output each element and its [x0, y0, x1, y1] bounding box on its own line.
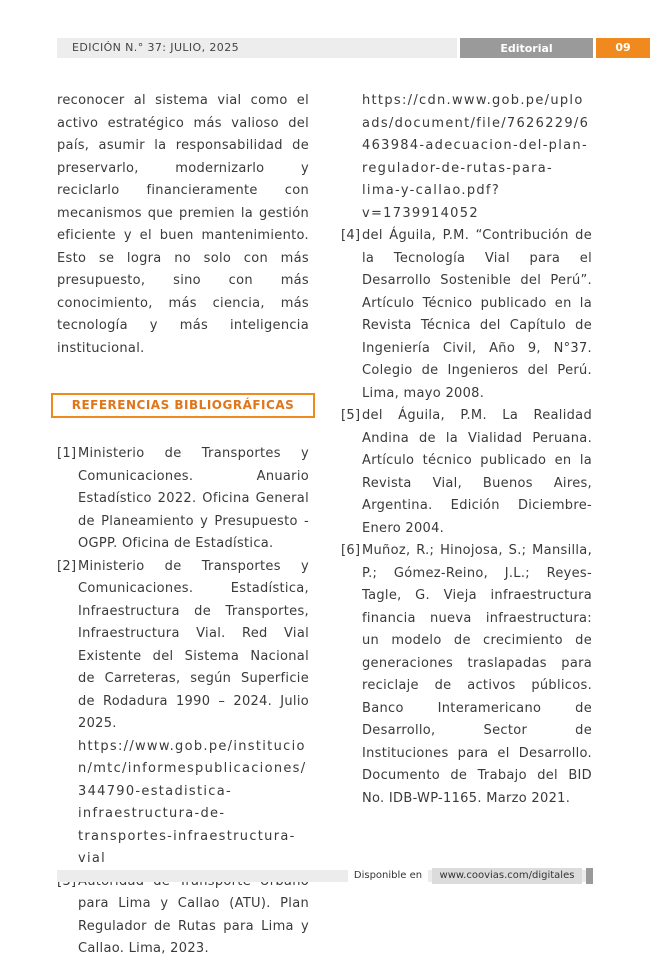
left-column: [57, 90, 309, 961]
footer-available-label: Disponible en: [348, 868, 428, 884]
reference-item: [57, 871, 309, 961]
reference-text: Ministerio de Transportes y Comunicaciones. Estadística, Infraestructura de Transportes, Infraestructura Vial. Red Vial Existente del Sistema Nacional de Carreteras, según Superficie de Rodadura 1990 – 2024. Julio 2025.: [78, 558, 309, 731]
reference-number: [5]: [341, 408, 361, 423]
reference-text: del Águila, P.M. “Contribución de la Tecnología Vial para el Desarrollo Sostenible del Perú”. Artículo Técnico publicado en la Revista Técnica del Capítulo de Ingeniería Civil, Año 9, N°37. Colegio de Ingenieros del Perú. Lima, mayo 2008.: [362, 228, 592, 401]
reference-link[interactable]: https://cdn.www.gob.pe/uploads/document/file/7626229/6463984-adecuacion-del-plan-regulador-de-rutas-para-lima-y-callao.pdf?v=1739914052: [362, 93, 590, 221]
section-tab: Editorial: [460, 38, 593, 58]
footer-site-link[interactable]: www.coovias.com/digitales: [432, 868, 582, 884]
reference-text: Muñoz, R.; Hinojosa, S.; Mansilla, P.; Gómez-Reino, J.L.; Reyes-Tagle, G. Vieja infraestructura financia nueva infraestructura: un modelo de crecimiento de generaciones traslapadas para reciclaje de activos públicos. Banco Interamericano de Desarrollo, Sector de Instituciones para el Desarrollo. Documento de Trabajo del BID No. IDB-WP-1165. Marzo 2021.: [362, 543, 592, 806]
reference-link[interactable]: https://www.gob.pe/institucion/mtc/informespublicaciones/344790-estadistica-infraestructura-de-transportes-infraestructura-vial: [78, 738, 307, 866]
reference-number: [1]: [57, 446, 77, 461]
reference-item: [57, 556, 309, 871]
reference-item: [57, 443, 309, 556]
reference-number: [4]: [341, 228, 361, 243]
reference-item: [341, 540, 592, 810]
reference-item: [341, 405, 592, 540]
reference-text: del Águila, P.M. La Realidad Andina de la Vialidad Peruana. Artículo técnico publicado en la Revista Vial, Buenos Aires, Argentina. Edición Diciembre-Enero 2004.: [362, 408, 592, 536]
reference-text: para Lima y Callao (ATU). Plan Regulador de Rutas para Lima y Callao. Lima, 2023.: [78, 896, 309, 956]
page-number: 09: [596, 38, 650, 58]
right-column: [341, 90, 592, 810]
reference-item-continued: [341, 90, 592, 225]
reference-text: Ministerio de Transportes y Comunicaciones. Anuario Estadístico 2022. Oficina General de Planeamiento y Presupuesto - OGPP. Oficina de Estadística.: [78, 446, 309, 551]
edition-label: EDICIÓN N.° 37: JULIO, 2025: [72, 41, 240, 54]
references-heading: REFERENCIAS BIBLIOGRÁFICAS: [51, 393, 315, 418]
footer-end-block: [586, 868, 593, 884]
intro-paragraph: reconocer al sistema vial como el activo estratégico más valioso del país, asumir la responsabilidad de preservarlo, modernizarlo y reciclarlo financieramente con mecanismos que premien la gestión eficiente y el buen mantenimiento. Esto se logra no solo con más presupuesto, sino con más conocimiento, más ciencia, más tecnología y más inteligencia institucional.: [57, 93, 309, 356]
reference-item: [341, 225, 592, 405]
reference-number: [57, 871, 78, 961]
reference-number: [6]: [341, 543, 361, 558]
reference-number: [2]: [57, 558, 77, 574]
